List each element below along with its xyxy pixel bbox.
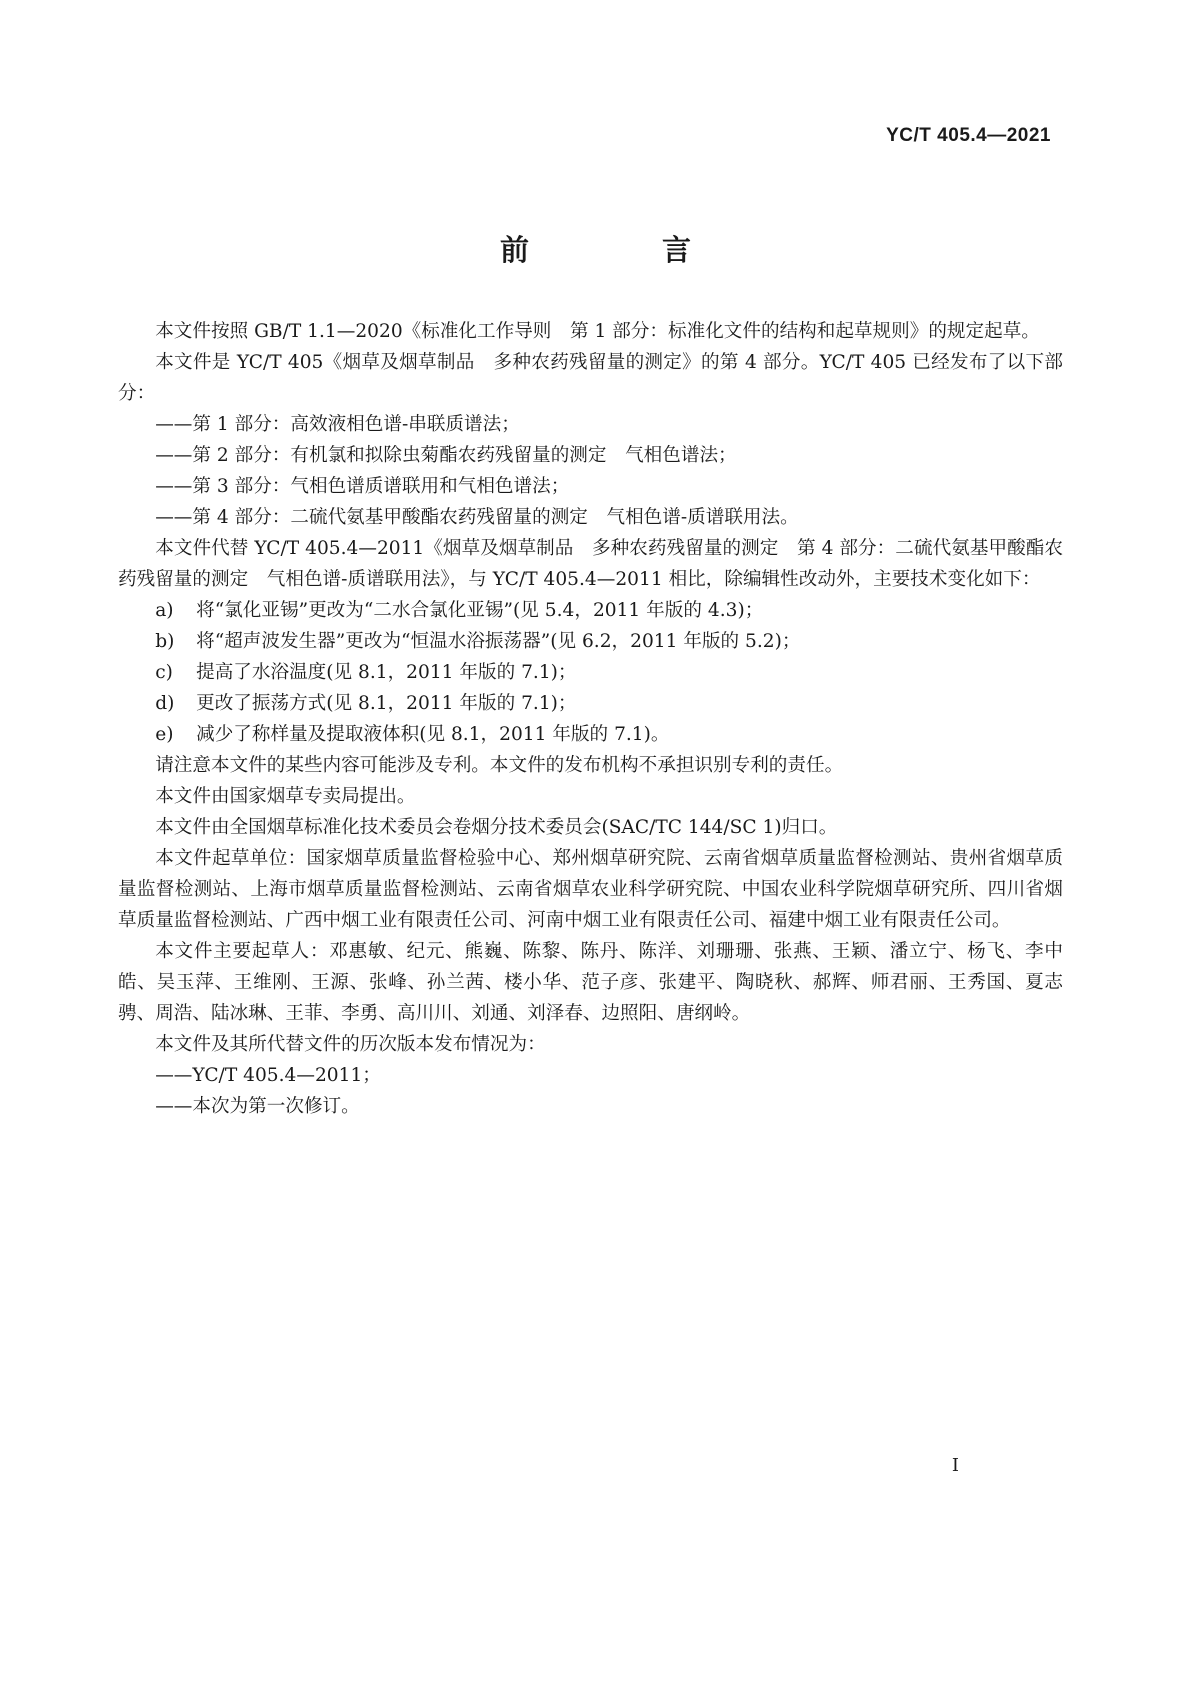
list-item-history-1: ——YC/T 405.4—2011； — [155, 1065, 381, 1086]
paragraph-parts-intro: 本文件是 YC/T 405《烟草及烟草制品 多种农药残留量的测定》的第 4 部分。YC/T 405 已经发布了以下部分： — [118, 352, 1063, 404]
change-label: b) — [155, 631, 175, 652]
change-item-e — [118, 719, 1063, 750]
list-item-part-4: ——第 4 部分：二硫代氨基甲酸酯农药残留量的测定 气相色谱-质谱联用法。 — [155, 507, 799, 528]
change-item-c — [118, 657, 1063, 688]
list-item-part-2: ——第 2 部分：有机氯和拟除虫菊酯农药残留量的测定 气相色谱法； — [155, 445, 737, 466]
change-label: a) — [155, 600, 174, 621]
change-text: 将“氯化亚锡”更改为“二水合氯化亚锡”(见 5.4，2011 年版的 4.3)； — [196, 600, 764, 621]
paragraph-patent-notice: 请注意本文件的某些内容可能涉及专利。本文件的发布机构不承担识别专利的责任。 — [155, 755, 844, 776]
list-item-part-1: ——第 1 部分：高效液相色谱-串联质谱法； — [155, 414, 520, 435]
change-item-b — [118, 626, 1063, 657]
change-item-a — [118, 595, 1063, 626]
page-number: I — [951, 1455, 959, 1476]
paragraph-drafting-rules: 本文件按照 GB/T 1.1—2020《标准化工作导则 第 1 部分：标准化文件的结构和起草规则》的规定起草。 — [155, 321, 1040, 342]
paragraph-history-intro: 本文件及其所代替文件的历次版本发布情况为： — [155, 1034, 546, 1055]
change-label: c) — [155, 662, 173, 683]
document-body — [118, 316, 1063, 1122]
paragraph-proposer: 本文件由国家烟草专卖局提出。 — [155, 786, 416, 807]
paragraph-committee: 本文件由全国烟草标准化技术委员会卷烟分技术委员会(SAC/TC 144/SC 1)归口。 — [155, 817, 838, 838]
list-item-history-2: ——本次为第一次修订。 — [155, 1096, 360, 1117]
paragraph-drafting-units: 本文件起草单位：国家烟草质量监督检验中心、郑州烟草研究院、云南省烟草质量监督检测站、贵州省烟草质量监督检测站、上海市烟草质量监督检测站、云南省烟草农业科学研究院、中国农业科学院烟草研究所、四川省烟草质量监督检测站、广西中烟工业有限责任公司、河南中烟工业有限责任公司、福建中烟工业有限责任公司。 — [118, 848, 1063, 931]
change-label: d) — [155, 693, 175, 714]
change-text: 更改了振荡方式(见 8.1，2011 年版的 7.1)； — [196, 693, 577, 714]
paragraph-drafters: 本文件主要起草人：邓惠敏、纪元、熊巍、陈黎、陈丹、陈洋、刘珊珊、张燕、王颖、潘立宁、杨飞、李中皓、吴玉萍、王维刚、王源、张峰、孙兰茜、楼小华、范子彦、张建平、陶晓秋、郝辉、师君丽、王秀国、夏志骋、周浩、陆冰琳、王菲、李勇、高川川、刘通、刘泽春、边照阳、唐纲岭。 — [118, 941, 1063, 1024]
change-text: 减少了称样量及提取液体积(见 8.1，2011 年版的 7.1)。 — [196, 724, 670, 745]
standard-code: YC/T 405.4—2021 — [886, 125, 1051, 146]
change-item-d — [118, 688, 1063, 719]
change-text: 提高了水浴温度(见 8.1，2011 年版的 7.1)； — [196, 662, 577, 683]
page-title: 前 言 — [499, 233, 743, 267]
list-item-part-3: ——第 3 部分：气相色谱质谱联用和气相色谱法； — [155, 476, 570, 497]
paragraph-replacement: 本文件代替 YC/T 405.4—2011《烟草及烟草制品 多种农药残留量的测定 第 4 部分：二硫代氨基甲酸酯农药残留量的测定 气相色谱-质谱联用法》，与 YC/T 405.4—2011 相比，除编辑性改动外，主要技术变化如下： — [118, 538, 1063, 590]
change-label: e) — [155, 724, 174, 745]
change-text: 将“超声波发生器”更改为“恒温水浴振荡器”(见 6.2，2011 年版的 5.2)； — [196, 631, 801, 652]
